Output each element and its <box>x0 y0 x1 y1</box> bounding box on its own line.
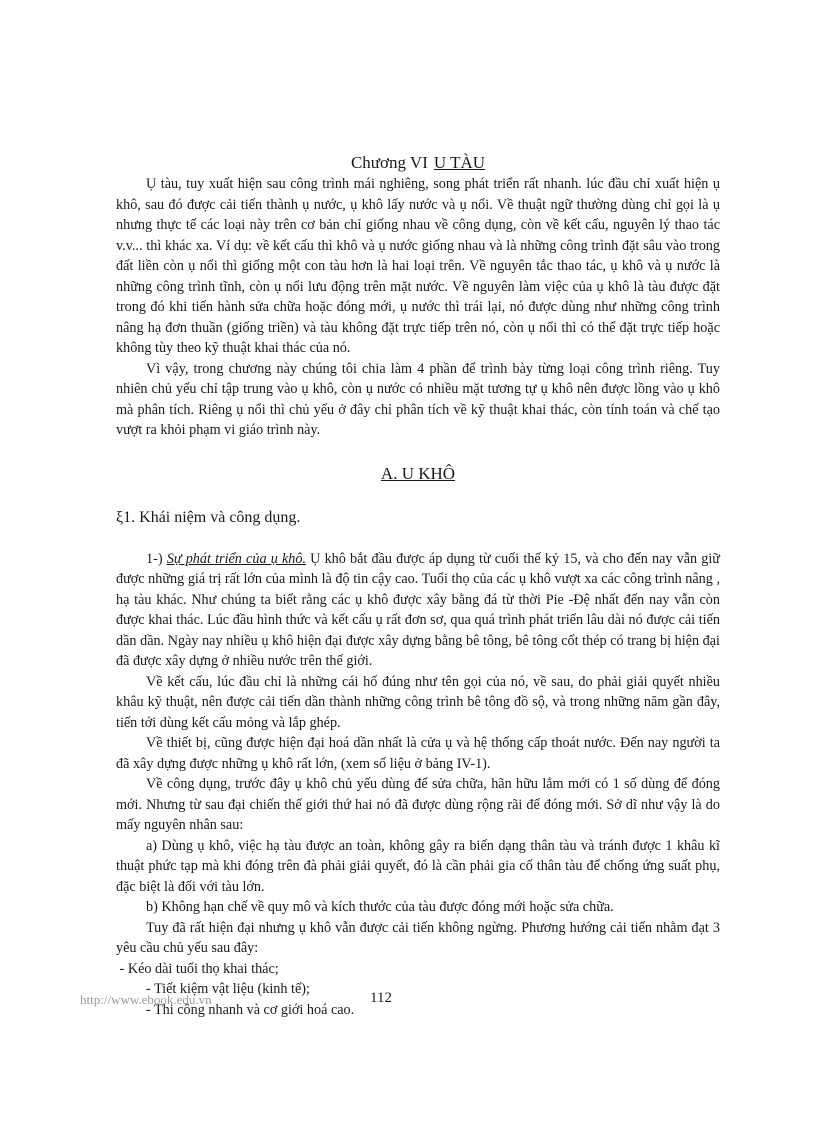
paragraph-equipment: Về thiết bị, cũng được hiện đại hoá dần nhất là cửa ụ và hệ thống cấp thoát nước. Đến nay người ta đã xây dựng được những ụ khô rất lớn, (xem số liệu ở bảng IV-1). <box>116 735 720 772</box>
chapter-prefix: Chương VI <box>350 153 428 172</box>
list-item: - Tiết kiệm vật liệu (kinh tế); <box>146 981 310 997</box>
paragraph-usage: Về công dụng, trước đây ụ khô chủ yếu dùng để sửa chữa, hãn hữu lắm mới có 1 số dùng để đóng mới. Nhưng từ sau đại chiến thế giới thứ hai nó đã được dùng rộng rãi để đóng mới. Sở dĩ như vậy là do mấy nguyên nhân sau: <box>116 776 720 833</box>
paragraph-reason-b: b) Không hạn chế về quy mô và kích thước của tàu được đóng mới hoặc sửa chữa. <box>146 899 614 915</box>
footer-url[interactable]: http://www.ebook.edu.vn <box>80 992 212 1007</box>
intro-paragraph-2: Vì vậy, trong chương này chúng tôi chia làm 4 phần để trình bày từng loại công trình riêng. Tuy nhiên chủ yếu chỉ tập trung vào ụ khô, còn ụ nước có nhiều mặt tương tự ụ khô nên được lồng vào ụ khô mà phân tích. Riêng ụ nổi thì chủ yếu ở đây chỉ phân tích về kỹ thuật khai thác, còn tính toán và chế tạo vượt ra khỏi phạm vi giáo trình này. <box>116 360 720 438</box>
subsection-title: ξ1. Khái niệm và công dụng. <box>116 508 301 526</box>
list-item: - Kéo dài tuổi thọ khai thác; <box>116 960 279 977</box>
item1-text: Ụ khô bắt đầu được áp dụng từ cuối thế kỷ 15, và cho đến nay vẫn giữ được những giá trị rất lớn của mình là độ tin cậy cao. Tuổi thọ của các ụ khô vượt xa các công trình nâng , hạ tàu khác. Như chúng ta biết rằng các ụ khô được xây bằng đá từ thời Pie -Đệ nhất đến nay vẫn còn được khai thác. Lúc đầu hình thức và kết cấu ụ rất đơn sơ, qua quá trình phát triển lâu dài nó được cải tiến dần dần. Ngày nay nhiều ụ khô hiện đại được xây dựng bằng bê tông, bê tông cốt thép có trang bị hiện đại đã được xây dựng ở nhiều nước trên thế giới. <box>116 550 721 669</box>
item1-heading: Sự phát triển của ụ khô. <box>166 550 306 567</box>
item1-paragraph <box>116 549 720 672</box>
page-number: 112 <box>370 990 392 1006</box>
section-title: A. U KHÔ <box>380 463 456 483</box>
paragraph-structure: Về kết cấu, lúc đầu chỉ là những cái hố đúng như tên gọi của nó, về sau, do phải giải quyết nhiều khâu kỹ thuật, nên được cải tiến dần thành những công trình bê tông đồ sộ, và trong những năm gần đây, tiến tới dùng kết cấu mỏng và lắp ghép. <box>116 673 720 731</box>
list-item: - Thi công nhanh và cơ giới hoá cao. <box>146 1001 355 1018</box>
document-body <box>116 152 720 1020</box>
item1-prefix: 1-) <box>146 550 163 567</box>
paragraph-improvement: Tuy đã rất hiện đại nhưng ụ khô vẫn được cải tiến không ngừng. Phương hướng cải tiến nhằm đạt 3 yêu cầu chủ yếu sau đây: <box>116 919 720 956</box>
intro-paragraph-1: Ụ tàu, tuy xuất hiện sau công trình mái nghiêng, song phát triển rất nhanh. lúc đầu chỉ xuất hiện ụ khô, sau đó được cải tiến thành ụ nước, ụ khô lấy nước và ụ nổi. Về thuật ngữ thường dùng chỉ gọi là ụ nhưng thực tế các loại này trên cơ bản chỉ giống nhau về công dụng, còn về kết cấu, nguyên lý thao tác v.v... thì khác xa. Ví dụ: về kết cấu thì khô và ụ nước giống nhau và là những công trình đặt sâu vào trong đất liền còn ụ nổi thì giống một con tàu hơn là hai loại trên. Về nguyên tắc thao tác, ụ khô và ụ nước là những công trình tĩnh, còn ụ nổi lưu động trên mặt nước. Về nguyên làm việc của ụ khô là tàu được đặt trong đó khi tiến hành sửa chữa hoặc đóng mới, ụ nước thì trái lại, nó được dùng như những công trình nâng hạ đơn thuần (giống triền) và tàu không đặt trực tiếp trên nó, còn ụ nổi thì có thể đặt trực tiếp hoặc không tùy theo kỹ thuật khai thác của nó. <box>116 176 720 356</box>
paragraph-reason-a: a) Dùng ụ khô, việc hạ tàu được an toàn, không gây ra biến dạng thân tàu và tránh được 1 khâu kĩ thuật phức tạp mà khi đóng trên đà phải giải quyết, đó là cần phải gia cố thân tàu để chống ứng suất phụ, đặc biệt là đối với tàu lớn. <box>116 837 720 895</box>
chapter-name: U TÀU <box>433 153 486 172</box>
chapter-title <box>116 152 720 174</box>
